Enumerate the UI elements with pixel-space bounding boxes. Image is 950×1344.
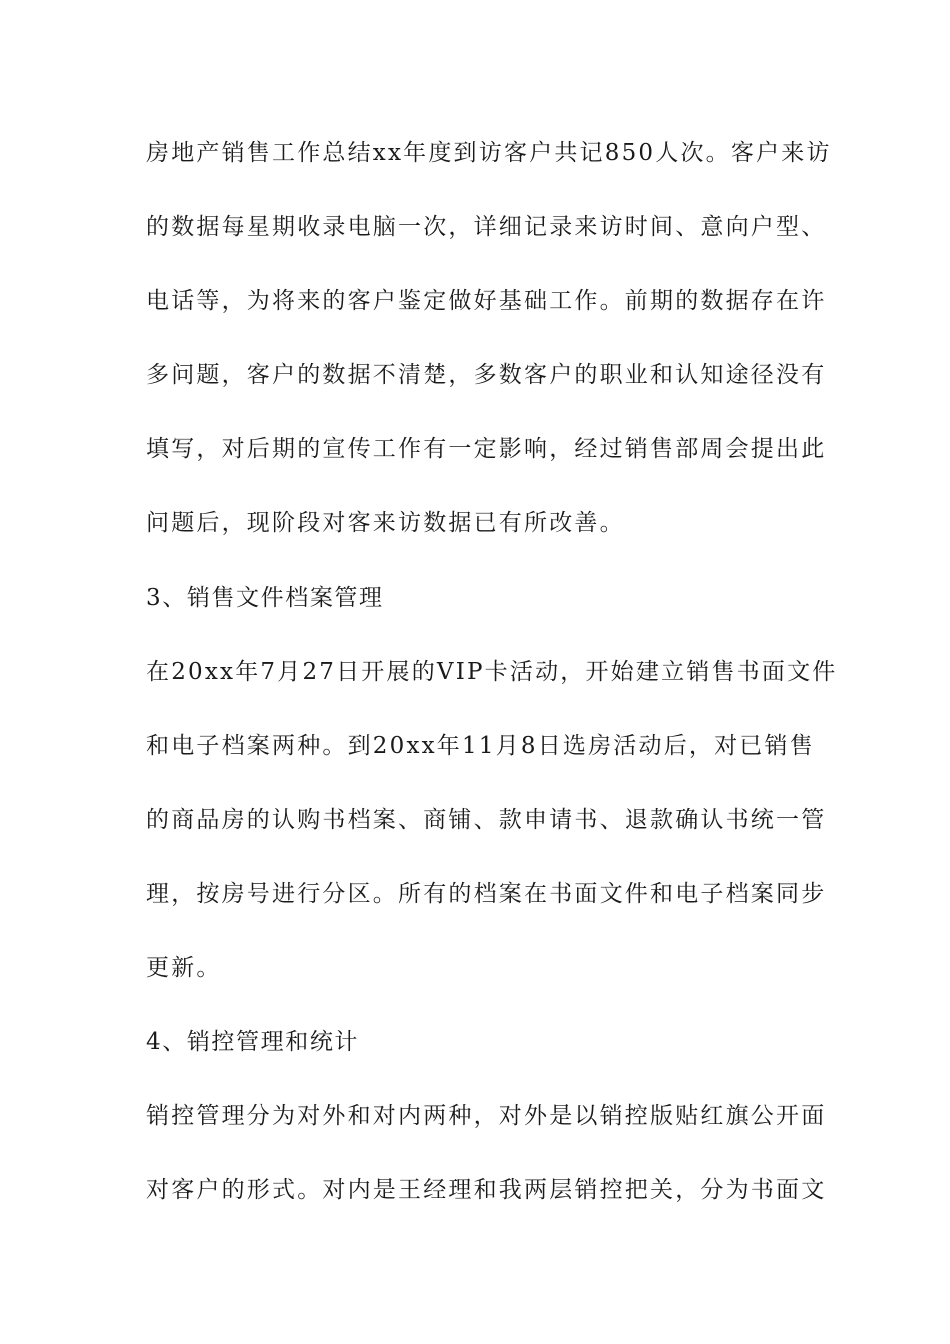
paragraph-line: 的数据每星期收录电脑一次，详细记录来访时间、意向户型、 xyxy=(146,214,827,240)
paragraph-line: 房地产销售工作总结xx年度到访客户共记850人次。客户来访 xyxy=(146,140,832,166)
paragraph-line: 问题后，现阶段对客来访数据已有所改善。 xyxy=(146,510,625,536)
paragraph-line: 填写，对后期的宣传工作有一定影响，经过销售部周会提出此 xyxy=(146,436,827,462)
paragraph-line: 和电子档案两种。到20xx年11月8日选房活动后，对已销售 xyxy=(146,733,815,759)
paragraph-line: 的商品房的认购书档案、商铺、款申请书、退款确认书统一管 xyxy=(146,807,827,833)
paragraph-line: 销控管理分为对外和对内两种，对外是以销控版贴红旗公开面 xyxy=(146,1103,827,1129)
paragraph-line: 更新。 xyxy=(146,955,222,981)
paragraph-line: 理，按房号进行分区。所有的档案在书面文件和电子档案同步 xyxy=(146,881,827,907)
paragraph-line: 多问题，客户的数据不清楚，多数客户的职业和认知途径没有 xyxy=(146,362,827,388)
paragraph-line: 在20xx年7月27日开展的VIP卡活动，开始建立销售书面文件 xyxy=(146,659,838,685)
paragraph-line: 对客户的形式。对内是王经理和我两层销控把关，分为书面文 xyxy=(146,1177,827,1203)
section-heading: 3、销售文件档案管理 xyxy=(146,585,384,611)
section-heading: 4、销控管理和统计 xyxy=(146,1029,360,1055)
paragraph-line: 电话等，为将来的客户鉴定做好基础工作。前期的数据存在许 xyxy=(146,288,827,314)
